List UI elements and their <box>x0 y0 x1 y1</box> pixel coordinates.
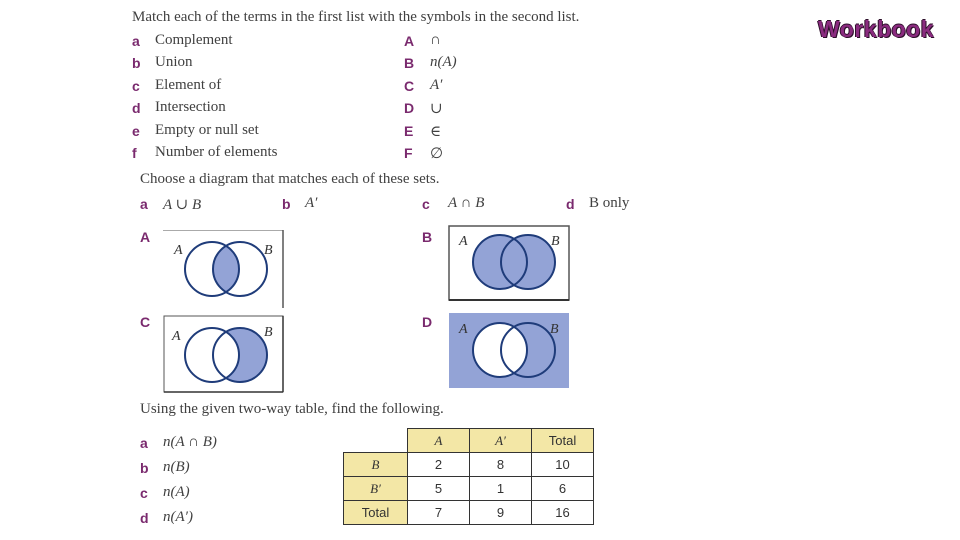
term-letter: f <box>132 145 137 161</box>
q3-instruction: Using the given two-way table, find the following. <box>140 401 444 417</box>
set-a-label: A <box>459 234 468 249</box>
set-a-label: A <box>172 329 181 344</box>
term-letter: b <box>132 55 141 71</box>
diagram-label: A <box>140 229 151 245</box>
table-cell: 8 <box>470 453 532 477</box>
term-letter: e <box>132 123 140 139</box>
part-letter: b <box>140 460 149 476</box>
term-letter: a <box>132 33 140 49</box>
part-text: n(B) <box>163 459 190 475</box>
set-b-label: B <box>550 322 559 337</box>
term-text: Number of elements <box>155 144 278 160</box>
table-header-cell: Total <box>532 429 594 453</box>
set-b-label: B <box>264 243 273 258</box>
diagram-label: C <box>140 314 151 330</box>
symbol-letter: D <box>404 100 415 116</box>
part-text: A ∪ B <box>163 197 202 213</box>
symbol-text: n(A) <box>430 54 457 70</box>
part-letter: d <box>566 196 575 212</box>
part-letter: c <box>422 196 430 212</box>
symbol-letter: F <box>404 145 413 161</box>
part-letter: a <box>140 196 148 212</box>
table-header-cell: A′ <box>470 429 532 453</box>
term-text: Element of <box>155 77 222 93</box>
symbol-text: A′ <box>430 77 443 93</box>
part-letter: a <box>140 435 148 451</box>
table-cell: 1 <box>470 477 532 501</box>
table-cell: 7 <box>408 501 470 525</box>
q2-instruction: Choose a diagram that matches each of these sets. <box>140 171 440 187</box>
term-letter: c <box>132 78 140 94</box>
venn-diagram-a <box>160 230 286 308</box>
table-row-label: B′ <box>344 477 408 501</box>
symbol-text: ∩ <box>430 32 441 48</box>
term-text: Empty or null set <box>155 122 259 138</box>
symbol-letter: A <box>404 33 415 49</box>
q1-instruction: Match each of the terms in the first list with the symbols in the second list. <box>132 9 580 25</box>
term-text: Complement <box>155 32 233 48</box>
two-way-table <box>343 428 594 525</box>
set-a-label: A <box>459 322 468 337</box>
symbol-letter: E <box>404 123 414 139</box>
symbol-text: ∅ <box>430 146 444 162</box>
table-cell: 5 <box>408 477 470 501</box>
table-cell: 2 <box>408 453 470 477</box>
term-letter: d <box>132 100 141 116</box>
part-letter: c <box>140 485 148 501</box>
table-corner <box>344 429 408 453</box>
part-text: n(A) <box>163 484 190 500</box>
venn-diagram-b <box>448 225 570 302</box>
term-text: Intersection <box>155 99 226 115</box>
set-a-label: A <box>174 243 183 258</box>
table-row <box>344 501 594 525</box>
symbol-letter: C <box>404 78 415 94</box>
symbol-text: ∪ <box>430 101 443 117</box>
symbol-letter: B <box>404 55 415 71</box>
part-letter: b <box>282 196 291 212</box>
set-b-label: B <box>264 325 273 340</box>
table-cell: 9 <box>470 501 532 525</box>
part-text: B only <box>589 195 630 211</box>
table-header-row <box>344 429 594 453</box>
part-text: n(A ∩ B) <box>163 434 217 450</box>
table-header-cell: A <box>408 429 470 453</box>
table-row-label: Total <box>344 501 408 525</box>
part-text: n(A′) <box>163 509 193 525</box>
venn-diagram-c <box>163 315 285 393</box>
table-row-label: B <box>344 453 408 477</box>
diagram-label: D <box>422 314 433 330</box>
table-row <box>344 453 594 477</box>
diagram-label: B <box>422 229 433 245</box>
workbook-logo: Workbook <box>818 16 935 42</box>
table-row <box>344 477 594 501</box>
table-cell: 16 <box>532 501 594 525</box>
symbol-text: ∈ <box>430 124 442 140</box>
part-text: A′ <box>305 195 318 211</box>
table-cell: 10 <box>532 453 594 477</box>
set-b-label: B <box>551 234 560 249</box>
table-cell: 6 <box>532 477 594 501</box>
term-text: Union <box>155 54 193 70</box>
venn-diagram-d <box>449 313 569 388</box>
part-letter: d <box>140 510 149 526</box>
part-text: A ∩ B <box>448 195 485 211</box>
